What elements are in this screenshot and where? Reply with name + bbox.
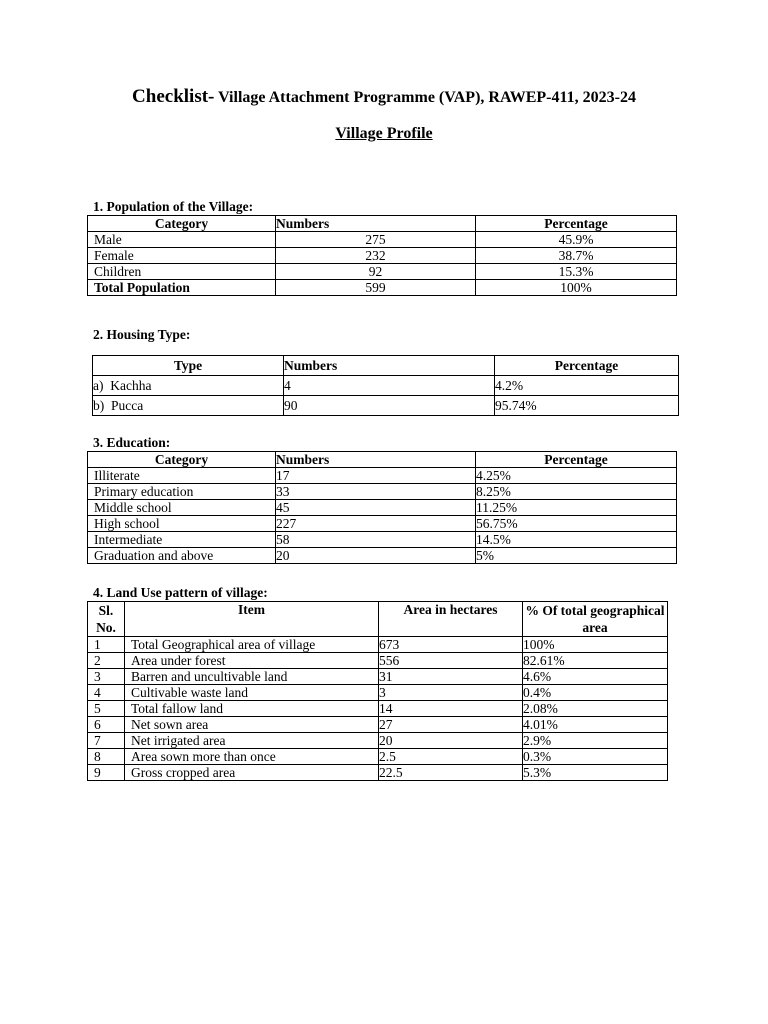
percentage-cell: 15.3% [476,264,677,280]
table-header-row [88,602,668,637]
area-cell: 27 [379,717,523,733]
table-row [88,637,668,653]
numbers-cell: 4 [284,376,495,396]
sl-cell: 8 [88,749,125,765]
education-table [87,451,677,564]
item-cell: Barren and uncultivable land [125,669,379,685]
table-row [88,733,668,749]
percentage-cell: 5% [476,548,677,564]
land-use-heading: 4. Land Use pattern of village: [93,585,268,600]
percent-cell: 4.01% [523,717,668,733]
title-lead: Checklist- [132,86,215,107]
sl-cell: 2 [88,653,125,669]
percentage-cell: 100% [476,280,677,296]
area-cell: 14 [379,701,523,717]
item-cell: Total Geographical area of village [125,637,379,653]
sl-cell: 1 [88,637,125,653]
percentage-cell: 8.25% [476,484,677,500]
population-heading: 1. Population of the Village: [93,199,254,214]
table-row [88,468,677,484]
table-row [88,653,668,669]
area-cell: 673 [379,637,523,653]
population-table [87,215,677,296]
column-header: Percentage [476,452,677,468]
type-cell: b) Pucca [93,396,284,416]
sl-cell: 4 [88,685,125,701]
column-header: Item [125,602,379,637]
item-cell: Area sown more than once [125,749,379,765]
percentage-cell: 11.25% [476,500,677,516]
category-cell: Middle school [88,500,276,516]
table-row [88,685,668,701]
percentage-cell: 38.7% [476,248,677,264]
percentage-cell: 95.74% [495,396,679,416]
column-header: Numbers [276,216,476,232]
table-row [88,701,668,717]
item-cell: Net irrigated area [125,733,379,749]
percent-cell: 82.61% [523,653,668,669]
table-row [88,717,668,733]
percentage-cell: 14.5% [476,532,677,548]
percent-cell: 0.4% [523,685,668,701]
table-row [88,248,677,264]
area-cell: 22.5 [379,765,523,781]
column-header: Percentage [495,356,679,376]
area-cell: 3 [379,685,523,701]
table-header-row [88,452,677,468]
numbers-cell: 275 [276,232,476,248]
sl-cell: 3 [88,669,125,685]
column-header: % Of total geographical area [523,602,668,637]
housing-heading: 2. Housing Type: [93,327,191,342]
housing-table [92,355,679,416]
sl-cell: 6 [88,717,125,733]
percent-cell: 5.3% [523,765,668,781]
item-cell: Total fallow land [125,701,379,717]
numbers-cell: 232 [276,248,476,264]
table-row [93,396,679,416]
category-cell: Intermediate [88,532,276,548]
education-heading: 3. Education: [93,435,171,450]
column-header: Area in hectares [379,602,523,637]
percent-cell: 2.08% [523,701,668,717]
sl-cell: 9 [88,765,125,781]
column-header: Sl. No. [88,602,125,637]
area-cell: 556 [379,653,523,669]
numbers-cell: 90 [284,396,495,416]
column-header: Category [88,452,276,468]
item-cell: Gross cropped area [125,765,379,781]
table-row [88,669,668,685]
percent-cell: 2.9% [523,733,668,749]
percentage-cell: 4.2% [495,376,679,396]
type-cell: a) Kachha [93,376,284,396]
column-header: Category [88,216,276,232]
table-row [88,264,677,280]
numbers-cell: 33 [276,484,476,500]
table-row [88,280,677,296]
item-cell: Cultivable waste land [125,685,379,701]
land-use-table [87,601,668,781]
column-header: Numbers [276,452,476,468]
category-cell: Male [88,232,276,248]
numbers-cell: 92 [276,264,476,280]
category-cell: Primary education [88,484,276,500]
category-cell: Children [88,264,276,280]
percentage-cell: 4.25% [476,468,677,484]
table-row [88,516,677,532]
percent-cell: 4.6% [523,669,668,685]
category-cell: High school [88,516,276,532]
table-header-row [93,356,679,376]
numbers-cell: 599 [276,280,476,296]
numbers-cell: 20 [276,548,476,564]
percentage-cell: 45.9% [476,232,677,248]
area-cell: 31 [379,669,523,685]
table-row [88,232,677,248]
column-header: Percentage [476,216,677,232]
column-header: Numbers [284,356,495,376]
percent-cell: 0.3% [523,749,668,765]
sl-cell: 7 [88,733,125,749]
numbers-cell: 227 [276,516,476,532]
table-row [88,749,668,765]
numbers-cell: 17 [276,468,476,484]
category-cell: Illiterate [88,468,276,484]
page-title [0,86,768,108]
table-row [88,500,677,516]
category-cell: Total Population [88,280,276,296]
table-header-row [88,216,677,232]
table-row [88,548,677,564]
table-row [88,765,668,781]
column-header: Type [93,356,284,376]
table-row [88,532,677,548]
table-row [88,484,677,500]
table-row [93,376,679,396]
category-cell: Female [88,248,276,264]
item-cell: Net sown area [125,717,379,733]
sl-cell: 5 [88,701,125,717]
page-subtitle: Village Profile [335,125,433,142]
category-cell: Graduation and above [88,548,276,564]
numbers-cell: 45 [276,500,476,516]
numbers-cell: 58 [276,532,476,548]
title-rest: Village Attachment Programme (VAP), RAWEP-411, 2023-24 [214,89,636,106]
area-cell: 2.5 [379,749,523,765]
item-cell: Area under forest [125,653,379,669]
percent-cell: 100% [523,637,668,653]
percentage-cell: 56.75% [476,516,677,532]
area-cell: 20 [379,733,523,749]
